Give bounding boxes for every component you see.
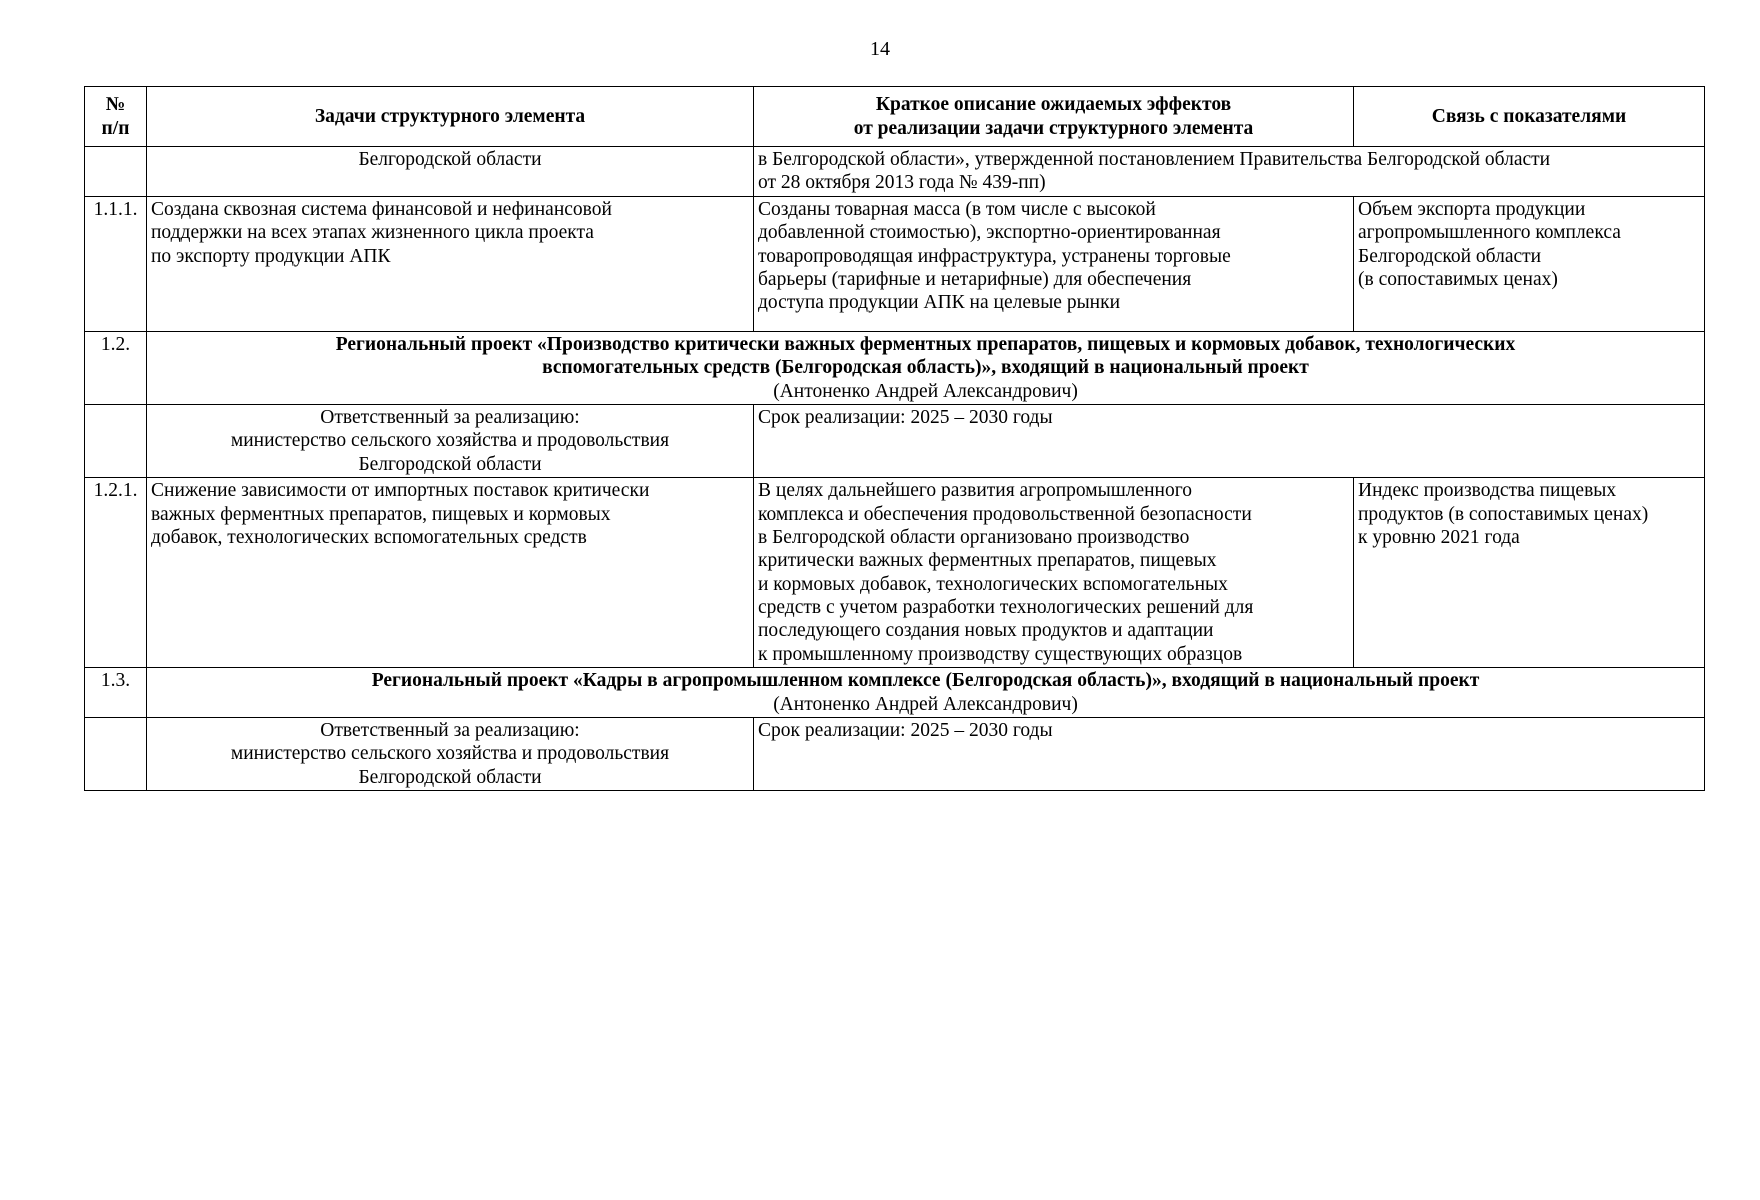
row-1-2-1-effect: В целях дальнейшего развития агропромышленного комплекса и обеспечения продовольственной безопасности в Белгородской области организовано производство критически важных ферментных препаратов, пищевых и кормовых добавок, технологических вспомогательных средств с учетом разработки технологических решений для последующего создания новых продуктов и адаптации к промышленному производству существующих образцов [754, 478, 1354, 668]
header-effects: Краткое описание ожидаемых эффектов от реализации задачи структурного элемента [754, 87, 1354, 147]
row-1-3-responsible: Ответственный за реализацию: министерство сельского хозяйства и продовольствия Белгородской области [147, 718, 754, 791]
cont-num-cell [85, 147, 147, 197]
row-1-3-project-title: Региональный проект «Кадры в агропромышленном комплексе (Белгородская область)», входящий в национальный проект [371, 670, 1480, 692]
row-1-2-responsible: Ответственный за реализацию: министерство сельского хозяйства и продовольствия Белгородской области [147, 404, 754, 477]
table-row-project-1-3 [85, 668, 1705, 718]
row-1-2-resp-num [85, 404, 147, 477]
header-tasks: Задачи структурного элемента [147, 87, 754, 147]
row-1-2-1-task: Снижение зависимости от импортных поставок критически важных ферментных препаратов, пищевых и кормовых добавок, технологических вспомогательных средств [147, 478, 754, 668]
page-number: 14 [870, 38, 890, 60]
table-header-row [85, 87, 1705, 147]
header-indicators: Связь с показателями [1354, 87, 1705, 147]
table-row-project-1-2 [85, 331, 1705, 404]
row-1-2-term: Срок реализации: 2025 – 2030 годы [754, 404, 1705, 477]
row-1-2-1-num: 1.2.1. [85, 478, 147, 668]
table-row-1-1-1 [85, 196, 1705, 331]
table-row-1-2-responsible [85, 404, 1705, 477]
row-1-2-1-indicator: Индекс производства пищевых продуктов (в сопоставимых ценах) к уровню 2021 года [1354, 478, 1705, 668]
row-1-3-num: 1.3. [85, 668, 147, 718]
row-1-1-1-num: 1.1.1. [85, 196, 147, 331]
header-num: № п/п [85, 87, 147, 147]
row-1-3-project-person: (Антоненко Андрей Александрович) [773, 693, 1078, 715]
table-row-1-2-1 [85, 478, 1705, 668]
row-1-1-1-task: Создана сквозная система финансовой и нефинансовой поддержки на всех этапах жизненного цикла проекта по экспорту продукции АПК [147, 196, 754, 331]
row-1-3-resp-num [85, 718, 147, 791]
row-1-2-project [147, 331, 1705, 404]
row-1-1-1-indicator: Объем экспорта продукции агропромышленного комплекса Белгородской области (в сопоставимых ценах) [1354, 196, 1705, 331]
row-1-1-1-effect: Созданы товарная масса (в том числе с высокой добавленной стоимостью), экспортно-ориентированная товаропроводящая инфраструктура, устранены торговые барьеры (тарифные и нетарифные) для обеспечения доступа продукции АПК на целевые рынки [754, 196, 1354, 331]
structural-elements-table [84, 86, 1705, 791]
row-1-3-term: Срок реализации: 2025 – 2030 годы [754, 718, 1705, 791]
table-row-continuation [85, 147, 1705, 197]
row-1-3-project [147, 668, 1705, 718]
cont-effect-cell: в Белгородской области», утвержденной постановлением Правительства Белгородской области от 28 октября 2013 года № 439-пп) [754, 147, 1705, 197]
row-1-2-project-person: (Антоненко Андрей Александрович) [773, 380, 1078, 402]
row-1-2-num: 1.2. [85, 331, 147, 404]
row-1-2-project-title: Региональный проект «Производство критически важных ферментных препаратов, пищевых и кормовых добавок, технологических вспомогательных средств (Белгородская область)», входящий в национальный проект [335, 333, 1516, 379]
table-row-1-3-responsible [85, 718, 1705, 791]
cont-task-cell: Белгородской области [147, 147, 754, 197]
